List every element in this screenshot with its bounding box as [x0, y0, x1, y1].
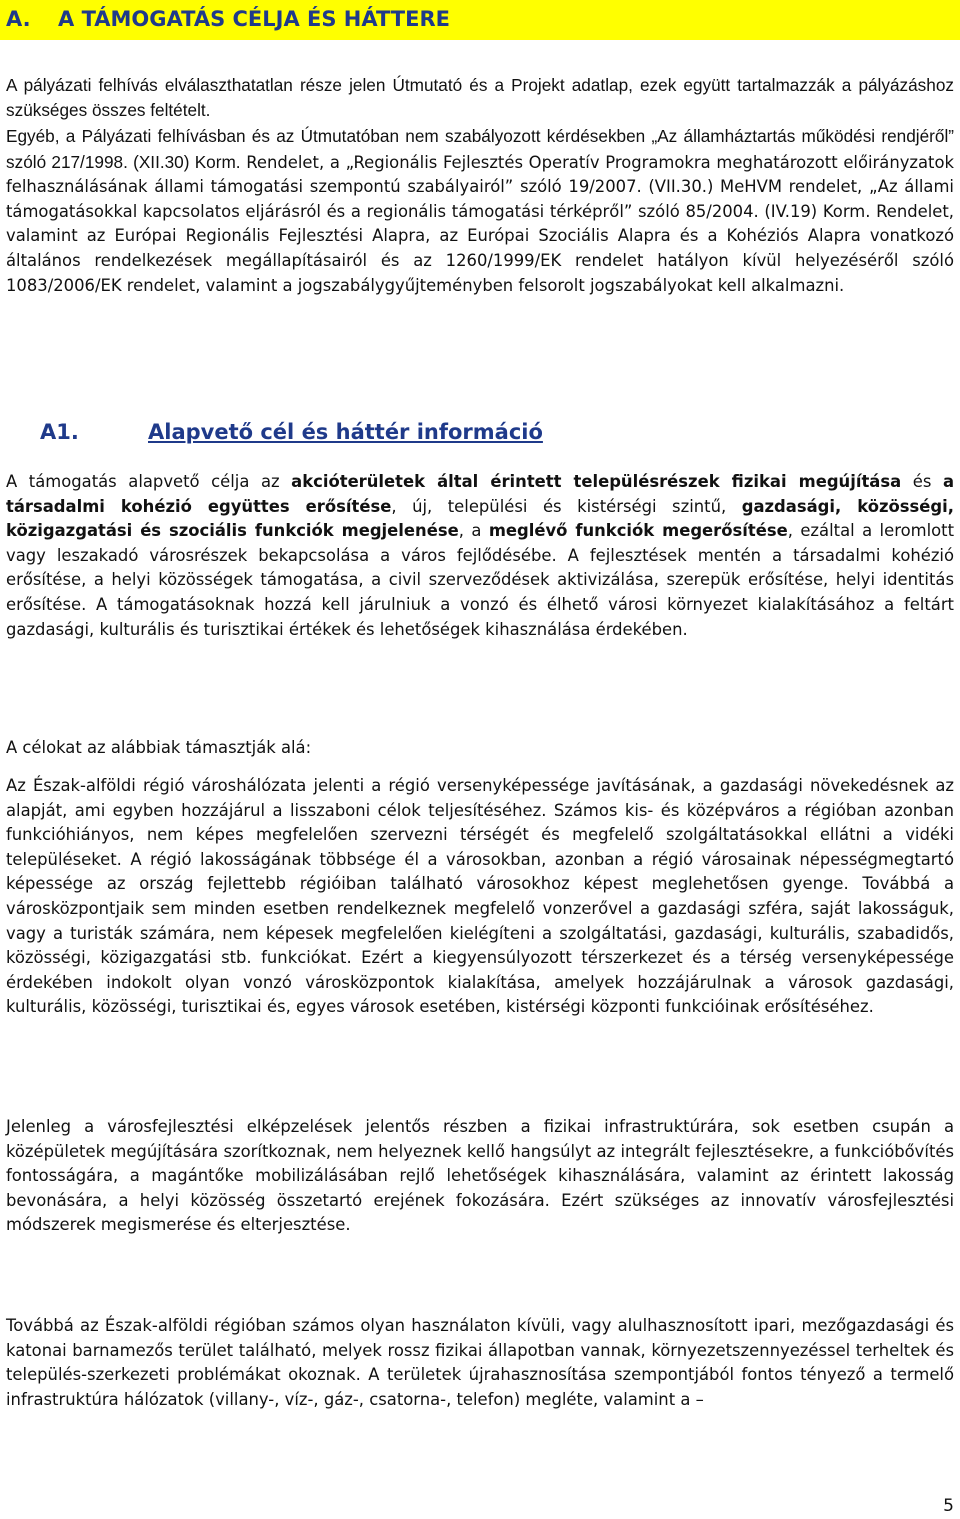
- goal-text-2: és: [901, 472, 943, 491]
- current-state-paragraph: Jelenleg a városfejlesztési elképzelések jelentős részben a fizikai infrastruktúrára, sok esetben csupán a középületek megújítására szorítkoznak, nem helyeznek kellő hangsúlyt az integrált fejlesztésekre, a funkcióbővítés fontosságára, a magántőke mobilizálásában rejlő lehetőségek kihasználására, valamint az érintett lakosság bevonására, a helyi közösség összetartó erejének fokozására. Ezért szükséges az innovatív városfejlesztési módszerek megismerése és elterjesztése.: [6, 1117, 954, 1235]
- goal-bold-2: a társadalmi kohézió együttes erősítése: [6, 472, 954, 516]
- page-number: 5: [943, 1496, 954, 1516]
- goal-paragraph: [6, 470, 954, 642]
- goal-text-4: , a: [458, 521, 489, 541]
- intro-paragraph-1: A pályázati felhívás elválaszthatatlan része jelen Útmutató és a Projekt adatlap, ezek együtt tartalmazzák a pályázáshoz szükséges összes feltételt.: [6, 75, 954, 120]
- intro-paragraph-2-rest: Rendelet, a „Regionális Fejlesztés Operatív Programokra meghatározott előirányzatok felhasználásának állami támogatási szempontú szabályairól” szóló 19/2007. (VII.30.) MeHVM rendelet, „Az állami támogatásokkal kapcsolatos eljárásról és a regionális támogatási térképről” szóló 85/2004. (IV.19) Korm. Rendelet, valamint az Európai Regionális Fejlesztési Alapra, az Európai Szociális Alapra és a Kohéziós Alapra vonatkozó általános rendelkezések megállapításairól és az 1260/1999/EK rendelet hatályon kívül helyezéséről szóló 1083/2006/EK rendelet, valamint a jogszabálygyűjteményben felsorolt jogszabályokat kell alkalmazni.: [6, 152, 955, 295]
- section-heading-number: A.: [6, 7, 31, 31]
- subsection-title: Alapvető cél és háttér információ: [148, 420, 543, 444]
- section-heading: [6, 7, 450, 31]
- goal-text-3: , új, települési és kistérségi szintű,: [391, 496, 742, 516]
- targets-intro: A célokat az alábbiak támasztják alá:: [6, 738, 312, 757]
- goal-text-1: A támogatás alapvető célja az: [6, 472, 292, 491]
- section-heading-title: A TÁMOGATÁS CÉLJA ÉS HÁTTERE: [58, 7, 450, 31]
- subsection-number: A1.: [40, 420, 79, 444]
- section-heading-bar: [0, 0, 960, 40]
- goal-bold-3: gazdasági, közösségi, közigazgatási és szociális funkciók megjelenése: [6, 496, 954, 541]
- brownfield-paragraph: Továbbá az Észak-alföldi régióban számos olyan használaton kívüli, vagy alulhasznosított ipari, mezőgazdasági és katonai barnamezős terület található, melyek rossz fizikai állapotban vannak, környezetszennyezéssel terheltek és település-szerkezeti problémákat okoznak. A területek újrahasznosítása szempontjából fontos tényező a termelő infrastruktúra hálózatok (villany-, víz-, gáz-, csatorna-, telefon) megléte, valamint a –: [6, 1316, 954, 1409]
- goal-bold-1: akcióterületek által érintett településrészek fizikai megújítása: [291, 472, 902, 491]
- intro-paragraph-2: [6, 124, 954, 298]
- region-paragraph: Az Észak-alföldi régió városhálózata jelenti a régió versenyképessége javításának, a gazdasági növekedésnek az alapját, ami egyben hozzájárul a lisszaboni célok teljesítéséhez. Számos kis- és középváros a régióban azonban funkcióhiányos, nem képes megfelelően szervezni térségét és megfelelő szolgáltatásokkal ellátni a vidéki településeket. A régió lakosságának többsége él a városokban, azonban a régió városainak népességmegtartó képessége az ország fejlettebb régióiban található városokhoz képest meglehetősen gyenge. Továbbá a városközpontjaik sem minden esetben rendelkeznek megfelelő vonzerővel a gazdasági szféra, saját lakosságuk, vagy a turisták számára, nem képesek megfelelően kielégíteni a szolgáltatási, gazdasági, kulturális, szabadidős, közösségi, közigazgatási stb. funkciókat. Ezért a kiegyensúlyozott térszerkezet és a térség versenyképessége érdekében indokolt olyan vonzó városközpontok kialakítása, amelyek hozzájárulnak a városok gazdasági, kulturális, közösségi, turisztikai és, egyes városok esetében, kistérségi központi funkcióinak erősítéséhez.: [6, 776, 954, 1017]
- goal-text-5: , ezáltal a leromlott vagy leszakadó városrészek bekapcsolása a város fejlődésébe. A fejlesztések mentén a társadalmi kohézió erősítése, a helyi közösségek támogatása, a civil szerveződések aktivizálása, szerepük erősítése, helyi identitás erősítése. A támogatásoknak hozzá kell járulniuk a vonzó és élhető városi környezet kialakításához a feltárt gazdasági, kulturális és turisztikai értékek és lehetőségek kihasználása érdekében.: [6, 521, 954, 639]
- intro-paragraph-2-start: Egyéb, a Pályázati felhívásban és az Útmutatóban nem szabályozott kérdésekben „Az államháztartás működési rendjéről” szóló 217/1998. (XII.30) Korm.: [6, 126, 954, 172]
- goal-bold-4: meglévő funkciók megerősítése: [488, 521, 788, 541]
- subsection-heading: [40, 420, 543, 444]
